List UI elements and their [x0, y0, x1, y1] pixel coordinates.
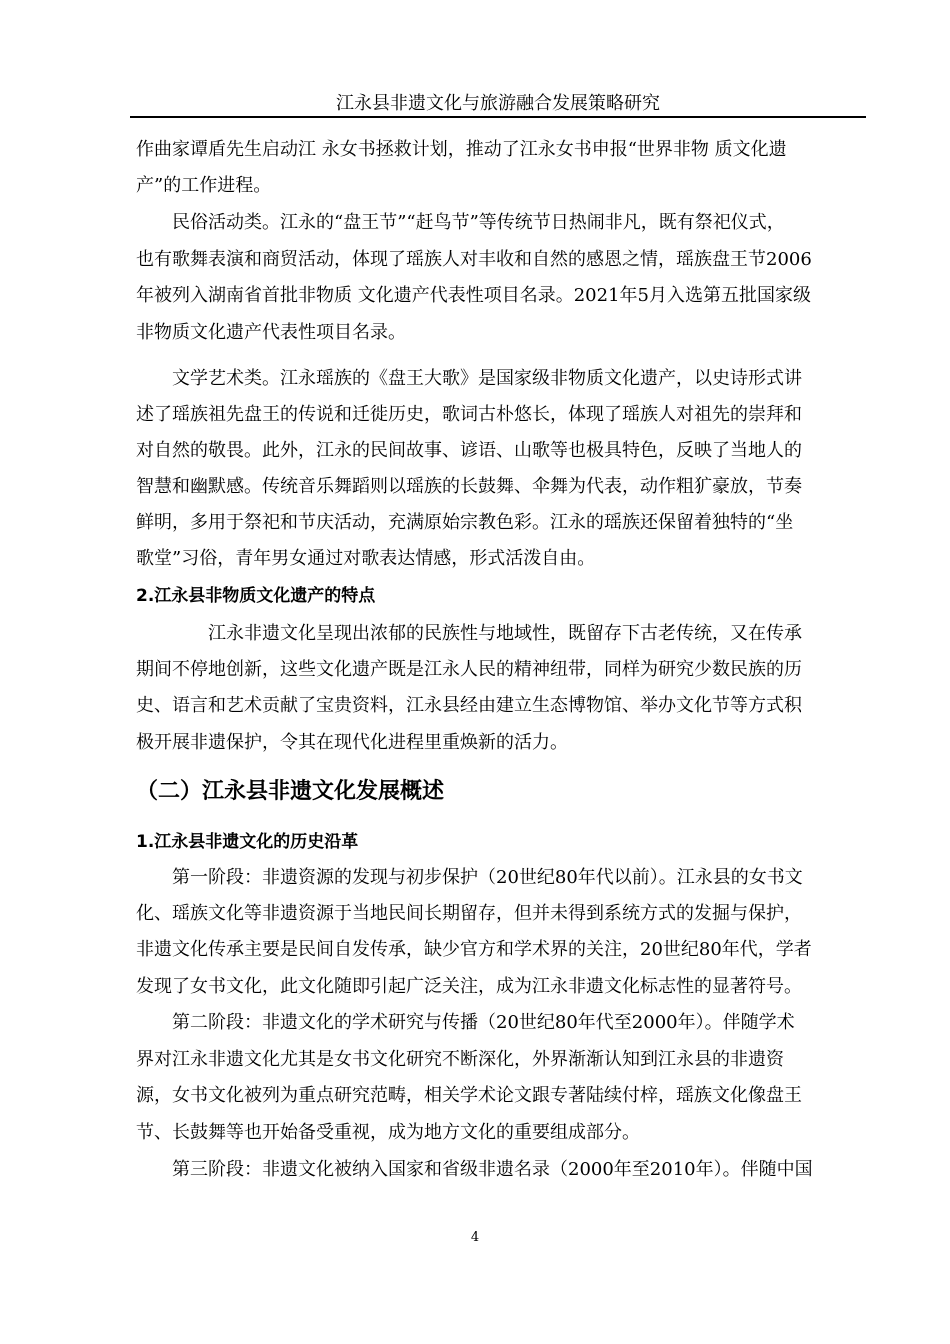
- text-line: 民俗活动类。江永的“盘王节”“赶鸟节”等传统节日热闹非凡，既有祭祀仪式，: [172, 212, 785, 233]
- text-line: 第一阶段：非遗资源的发现与初步保护（20世纪80年代以前）。江永县的女书文: [172, 867, 803, 888]
- text-line: 歌堂”习俗，青年男女通过对歌表达情感，形式活泼自由。: [136, 548, 596, 569]
- running-header: 江永县非遗文化与旅游融合发展策略研究: [336, 93, 660, 114]
- text-line: 节、长鼓舞等也开始备受重视，成为地方文化的重要组成部分。: [136, 1122, 640, 1143]
- text-line: 江永非遗文化呈现出浓郁的民族性与地域性，既留存下古老传统，又在传承: [208, 623, 802, 644]
- text-line: 源，女书文化被列为重点研究范畴，相关学术论文跟专著陆续付梓，瑶族文化像盘王: [136, 1085, 802, 1106]
- text-line: 非物质文化遗产代表性项目名录。: [136, 322, 406, 343]
- text-line: 第二阶段：非遗文化的学术研究与传播（20世纪80年代至2000年）。伴随学术: [172, 1012, 795, 1033]
- section-heading: （二）江永县非遗文化发展概述: [136, 779, 445, 804]
- text-line: 发现了女书文化，此文化随即引起广泛关注，成为江永非遗文化标志性的显著符号。: [136, 976, 802, 997]
- text-line: 文学艺术类。江永瑶族的《盘王大歌》是国家级非物质文化遗产，以史诗形式讲: [172, 368, 802, 389]
- text-line: 界对江永非遗文化尤其是女书文化研究不断深化，外界渐渐认知到江永县的非遗资: [136, 1049, 784, 1070]
- text-line: 也有歌舞表演和商贸活动，体现了瑶族人对丰收和自然的感恩之情，瑶族盘王节2006: [136, 249, 812, 270]
- header-rule: [130, 116, 866, 118]
- text-line: 期间不停地创新，这些文化遗产既是江永人民的精神纽带，同样为研究少数民族的历: [136, 659, 802, 680]
- text-line: 极开展非遗保护，令其在现代化进程里重焕新的活力。: [136, 732, 568, 753]
- text-line: 作曲家谭盾先生启动江 永女书拯救计划，推动了江永女书申报“世界非物 质文化遗: [136, 139, 787, 160]
- page-number: 4: [470, 1230, 480, 1245]
- text-line: 述了瑶族祖先盘王的传说和迁徙历史，歌词古朴悠长，体现了瑶族人对祖先的崇拜和: [136, 404, 802, 425]
- text-line: 对自然的敬畏。此外，江永的民间故事、谚语、山歌等也极具特色，反映了当地人的: [136, 440, 802, 461]
- text-line: 产”的工作进程。: [136, 175, 272, 196]
- subsection-heading: 1.江永县非遗文化的历史沿革: [136, 832, 359, 852]
- text-line: 鲜明，多用于祭祀和节庆活动，充满原始宗教色彩。江永的瑶族还保留着独特的“坐: [136, 512, 794, 533]
- text-line: 化、瑶族文化等非遗资源于当地民间长期留存，但并未得到系统方式的发掘与保护，: [136, 903, 802, 924]
- subsection-heading: 2.江永县非物质文化遗产的特点: [136, 586, 376, 606]
- text-line: 智慧和幽默感。传统音乐舞蹈则以瑶族的长鼓舞、伞舞为代表，动作粗犷豪放，节奏: [136, 476, 802, 497]
- text-line: 第三阶段：非遗文化被纳入国家和省级非遗名录（2000年至2010年）。伴随中国: [172, 1159, 813, 1180]
- text-line: 年被列入湖南省首批非物质 文化遗产代表性项目名录。2021年5月入选第五批国家级: [136, 285, 811, 306]
- text-line: 非遗文化传承主要是民间自发传承，缺少官方和学术界的关注，20世纪80年代，学者: [136, 939, 812, 960]
- text-line: 史、语言和艺术贡献了宝贵资料，江永县经由建立生态博物馆、举办文化节等方式积: [136, 695, 802, 716]
